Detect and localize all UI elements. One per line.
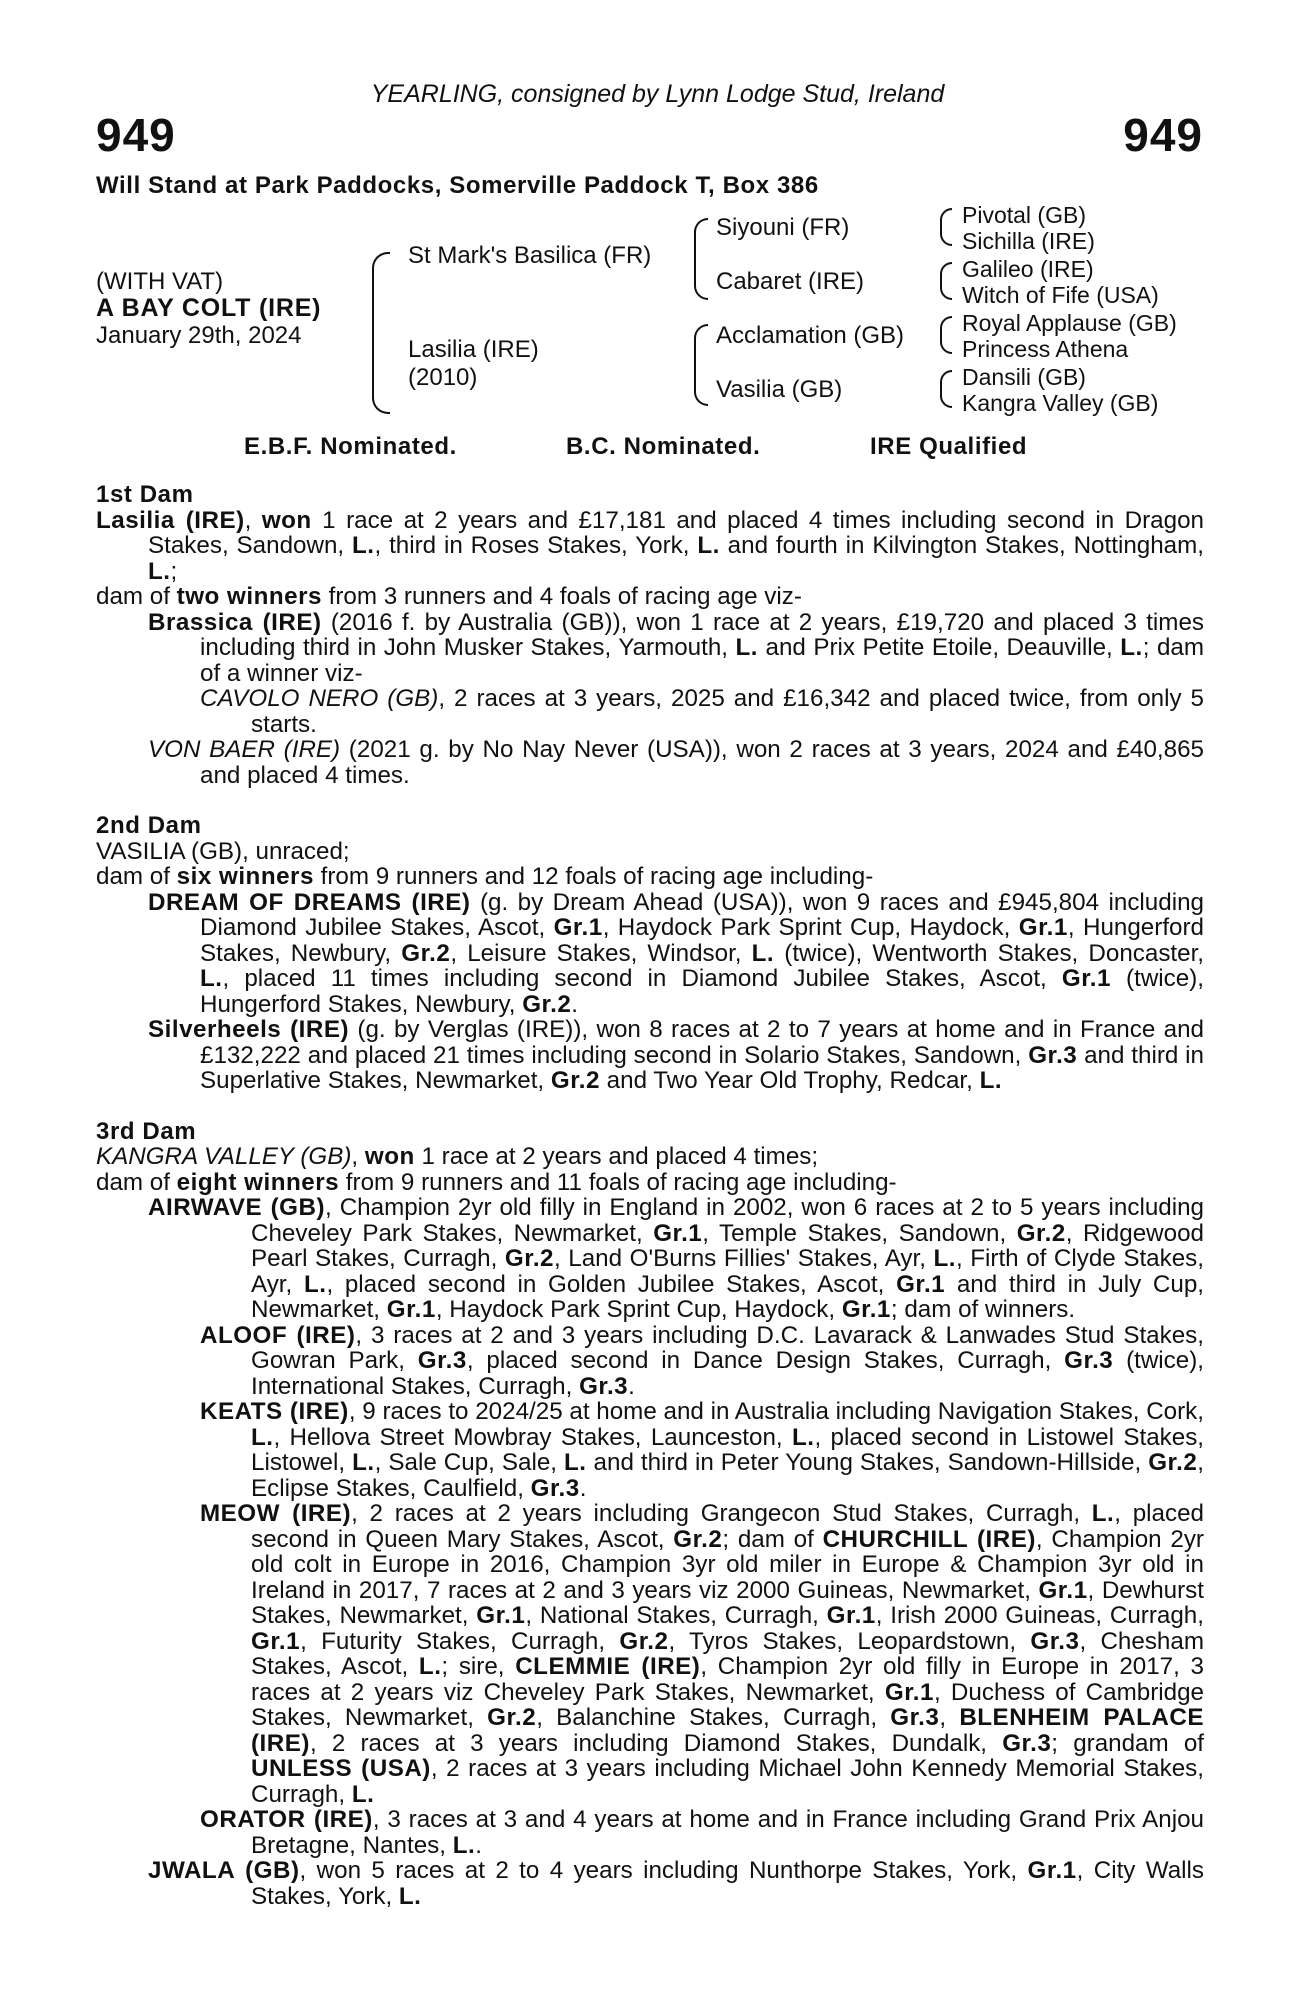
pedigree-g7: Dansili (GB) bbox=[962, 364, 1086, 390]
pedigree-dam-sire: Acclamation (GB) bbox=[716, 322, 905, 349]
ire-qualified: IRE Qualified bbox=[870, 433, 1028, 460]
pedigree-sire: St Mark's Basilica (FR) bbox=[408, 242, 652, 269]
pedigree-g1: Pivotal (GB) bbox=[962, 202, 1086, 228]
pedigree-sire-dam: Cabaret (IRE) bbox=[716, 268, 865, 295]
produce-entry: KEATS (IRE), 9 races to 2024/25 at home and in Australia including Navigation Stakes, Cork, L., Hellova Street Mowbray Stakes, Launceston, L., placed second in Listowel Stakes, Listowel, L., Sale Cup, Sale, L. and third in Peter Young Stakes, Sandown-Hillside, Gr.2, Eclipse Stakes, Caulfield, Gr.3. bbox=[200, 1398, 1205, 1502]
brace-dam bbox=[694, 324, 708, 406]
consignment-line: YEARLING, consigned by Lynn Lodge Stud, Ireland bbox=[370, 80, 945, 108]
horse-name: A BAY COLT (IRE) bbox=[96, 294, 322, 322]
brace-sire bbox=[694, 218, 708, 300]
brace-main bbox=[372, 252, 390, 414]
vat-note: (WITH VAT) bbox=[96, 268, 224, 295]
produce-entry: MEOW (IRE), 2 races at 2 years including Grangecon Stud Stakes, Curragh, L., placed second in Queen Mary Stakes, Ascot, Gr.2; dam of CHURCHILL (IRE), Champion 2yr old colt in Europe in 2016, Champion 3yr old miler in Europe & Champion 3yr old in Ireland in 2017, 7 races at 2 and 3 years viz 2000 Guineas, Newmarket, Gr.1, Dewhurst Stakes, Newmarket, Gr.1, National Stakes, Curragh, Gr.1, Irish 2000 Guineas, Curragh, Gr.1, Futurity Stakes, Curragh, Gr.2, Tyros Stakes, Leopardstown, Gr.3, Chesham Stakes, Ascot, L.; sire, CLEMMIE (IRE), Champion 2yr old filly in Europe in 2017, 3 races at 2 years viz Cheveley Park Stakes, Newmarket, Gr.1, Duchess of Cambridge Stakes, Newmarket, Gr.2, Balanchine Stakes, Curragh, Gr.3, BLENHEIM PALACE (IRE), 2 races at 3 years including Diamond Stakes, Dundalk, Gr.3; grandam of UNLESS (USA), 2 races at 3 years including Michael John Kennedy Memorial Stakes, Curragh, L. bbox=[200, 1500, 1205, 1808]
brace-g3 bbox=[940, 316, 952, 354]
second-dam-heading: 2nd Dam bbox=[96, 812, 202, 839]
pedigree-g5: Royal Applause (GB) bbox=[962, 310, 1177, 336]
brace-g2 bbox=[940, 262, 952, 300]
pedigree-dam-year: (2010) bbox=[408, 364, 478, 391]
brace-g1 bbox=[940, 208, 952, 246]
first-dam-name: Lasilia (IRE) bbox=[96, 506, 245, 534]
first-dam-produce-summary: dam of two winners from 3 runners and 4 foals of racing age viz- bbox=[96, 583, 802, 610]
third-dam-record: KANGRA VALLEY (GB), won 1 race at 2 years and placed 4 times; bbox=[96, 1143, 819, 1170]
lot-number-left: 949 bbox=[96, 109, 176, 161]
produce-entry: JWALA (GB), won 5 races at 2 to 4 years including Nunthorpe Stakes, York, Gr.1, City Walls Stakes, York, L. bbox=[148, 1857, 1204, 1910]
pedigree-dam: Lasilia (IRE) bbox=[408, 336, 539, 363]
produce-entry: CAVOLO NERO (GB), 2 races at 3 years, 2025 and £16,342 and placed twice, from only 5 starts. bbox=[200, 685, 1204, 738]
pedigree-dam-dam: Vasilia (GB) bbox=[716, 376, 843, 403]
pedigree-g4: Witch of Fife (USA) bbox=[962, 282, 1159, 308]
produce-entry: DREAM OF DREAMS (IRE) (g. by Dream Ahead (USA)), won 9 races and £945,804 including Diamond Jubilee Stakes, Ascot, Gr.1, Haydock Park Sprint Cup, Haydock, Gr.1, Hungerford Stakes, Newbury, Gr.2, Leisure Stakes, Windsor, L. (twice), Wentworth Stakes, Doncaster, L., placed 11 times including second in Diamond Jubilee Stakes, Ascot, Gr.1 (twice), Hungerford Stakes, Newbury, Gr.2. bbox=[148, 888, 1205, 1018]
first-dam-heading: 1st Dam bbox=[96, 481, 194, 508]
third-dam-heading: 3rd Dam bbox=[96, 1117, 197, 1145]
first-dam-record: Lasilia (IRE), won 1 race at 2 years and £17,181 and placed 4 times including second in Dragon Stakes, Sandown, L., third in Roses Stakes, York, L. and fourth in Kilvington Stakes, Nottingham, L.; bbox=[96, 506, 1204, 585]
produce-entry: ALOOF (IRE), 3 races at 2 and 3 years including D.C. Lavarack & Lanwades Stud Stakes, Gowran Park, Gr.3, placed second in Dance Design Stakes, Curragh, Gr.3 (twice), International Stakes, Curragh, Gr.3. bbox=[200, 1321, 1204, 1400]
produce-entry: Brassica (IRE) (2016 f. by Australia (GB)), won 1 race at 2 years, £19,720 and placed 3 times including third in John Musker Stakes, Yarmouth, L. and Prix Petite Etoile, Deauville, L.; dam of a winner viz- bbox=[148, 608, 1204, 687]
produce-entry: VON BAER (IRE) (2021 g. by No Nay Never (USA)), won 2 races at 3 years, 2024 and £40,865 and placed 4 times. bbox=[148, 736, 1204, 789]
stand-location: Will Stand at Park Paddocks, Somerville Paddock T, Box 386 bbox=[96, 172, 819, 199]
ebf-nomination: E.B.F. Nominated. bbox=[244, 433, 457, 460]
produce-entry: AIRWAVE (GB), Champion 2yr old filly in England in 2002, won 6 races at 2 to 5 years including Cheveley Park Stakes, Newmarket, Gr.1, Temple Stakes, Sandown, Gr.2, Ridgewood Pearl Stakes, Curragh, Gr.2, Land O'Burns Fillies' Stakes, Ayr, L., Firth of Clyde Stakes, Ayr, L., placed second in Golden Jubilee Stakes, Ascot, Gr.1 and third in July Cup, Newmarket, Gr.1, Haydock Park Sprint Cup, Haydock, Gr.1; dam of winners. bbox=[148, 1194, 1204, 1323]
bc-nomination: B.C. Nominated. bbox=[566, 433, 761, 460]
pedigree-g8: Kangra Valley (GB) bbox=[962, 390, 1159, 416]
foaling-date: January 29th, 2024 bbox=[96, 322, 302, 349]
second-dam-record: VASILIA (GB), unraced; bbox=[96, 837, 350, 865]
produce-record bbox=[96, 482, 1204, 1909]
brace-g4 bbox=[940, 370, 952, 408]
pedigree-g6: Princess Athena bbox=[962, 336, 1129, 362]
second-dam-produce-summary: dam of six winners from 9 runners and 12 foals of racing age including- bbox=[96, 863, 874, 890]
pedigree-g2: Sichilla (IRE) bbox=[962, 228, 1095, 254]
pedigree-sire-sire: Siyouni (FR) bbox=[716, 214, 850, 241]
produce-entry: ORATOR (IRE), 3 races at 3 and 4 years at home and in France including Grand Prix Anjou Bretagne, Nantes, L.. bbox=[200, 1806, 1204, 1859]
third-dam-produce-summary: dam of eight winners from 9 runners and 11 foals of racing age including- bbox=[96, 1168, 897, 1196]
produce-entry: Silverheels (IRE) (g. by Verglas (IRE)), won 8 races at 2 to 7 years at home and in France and £132,222 and placed 21 times including second in Solario Stakes, Sandown, Gr.3 and third in Superlative Stakes, Newmarket, Gr.2 and Two Year Old Trophy, Redcar, L. bbox=[148, 1016, 1205, 1094]
lot-number-right: 949 bbox=[1123, 109, 1203, 161]
pedigree-g3: Galileo (IRE) bbox=[962, 256, 1094, 282]
